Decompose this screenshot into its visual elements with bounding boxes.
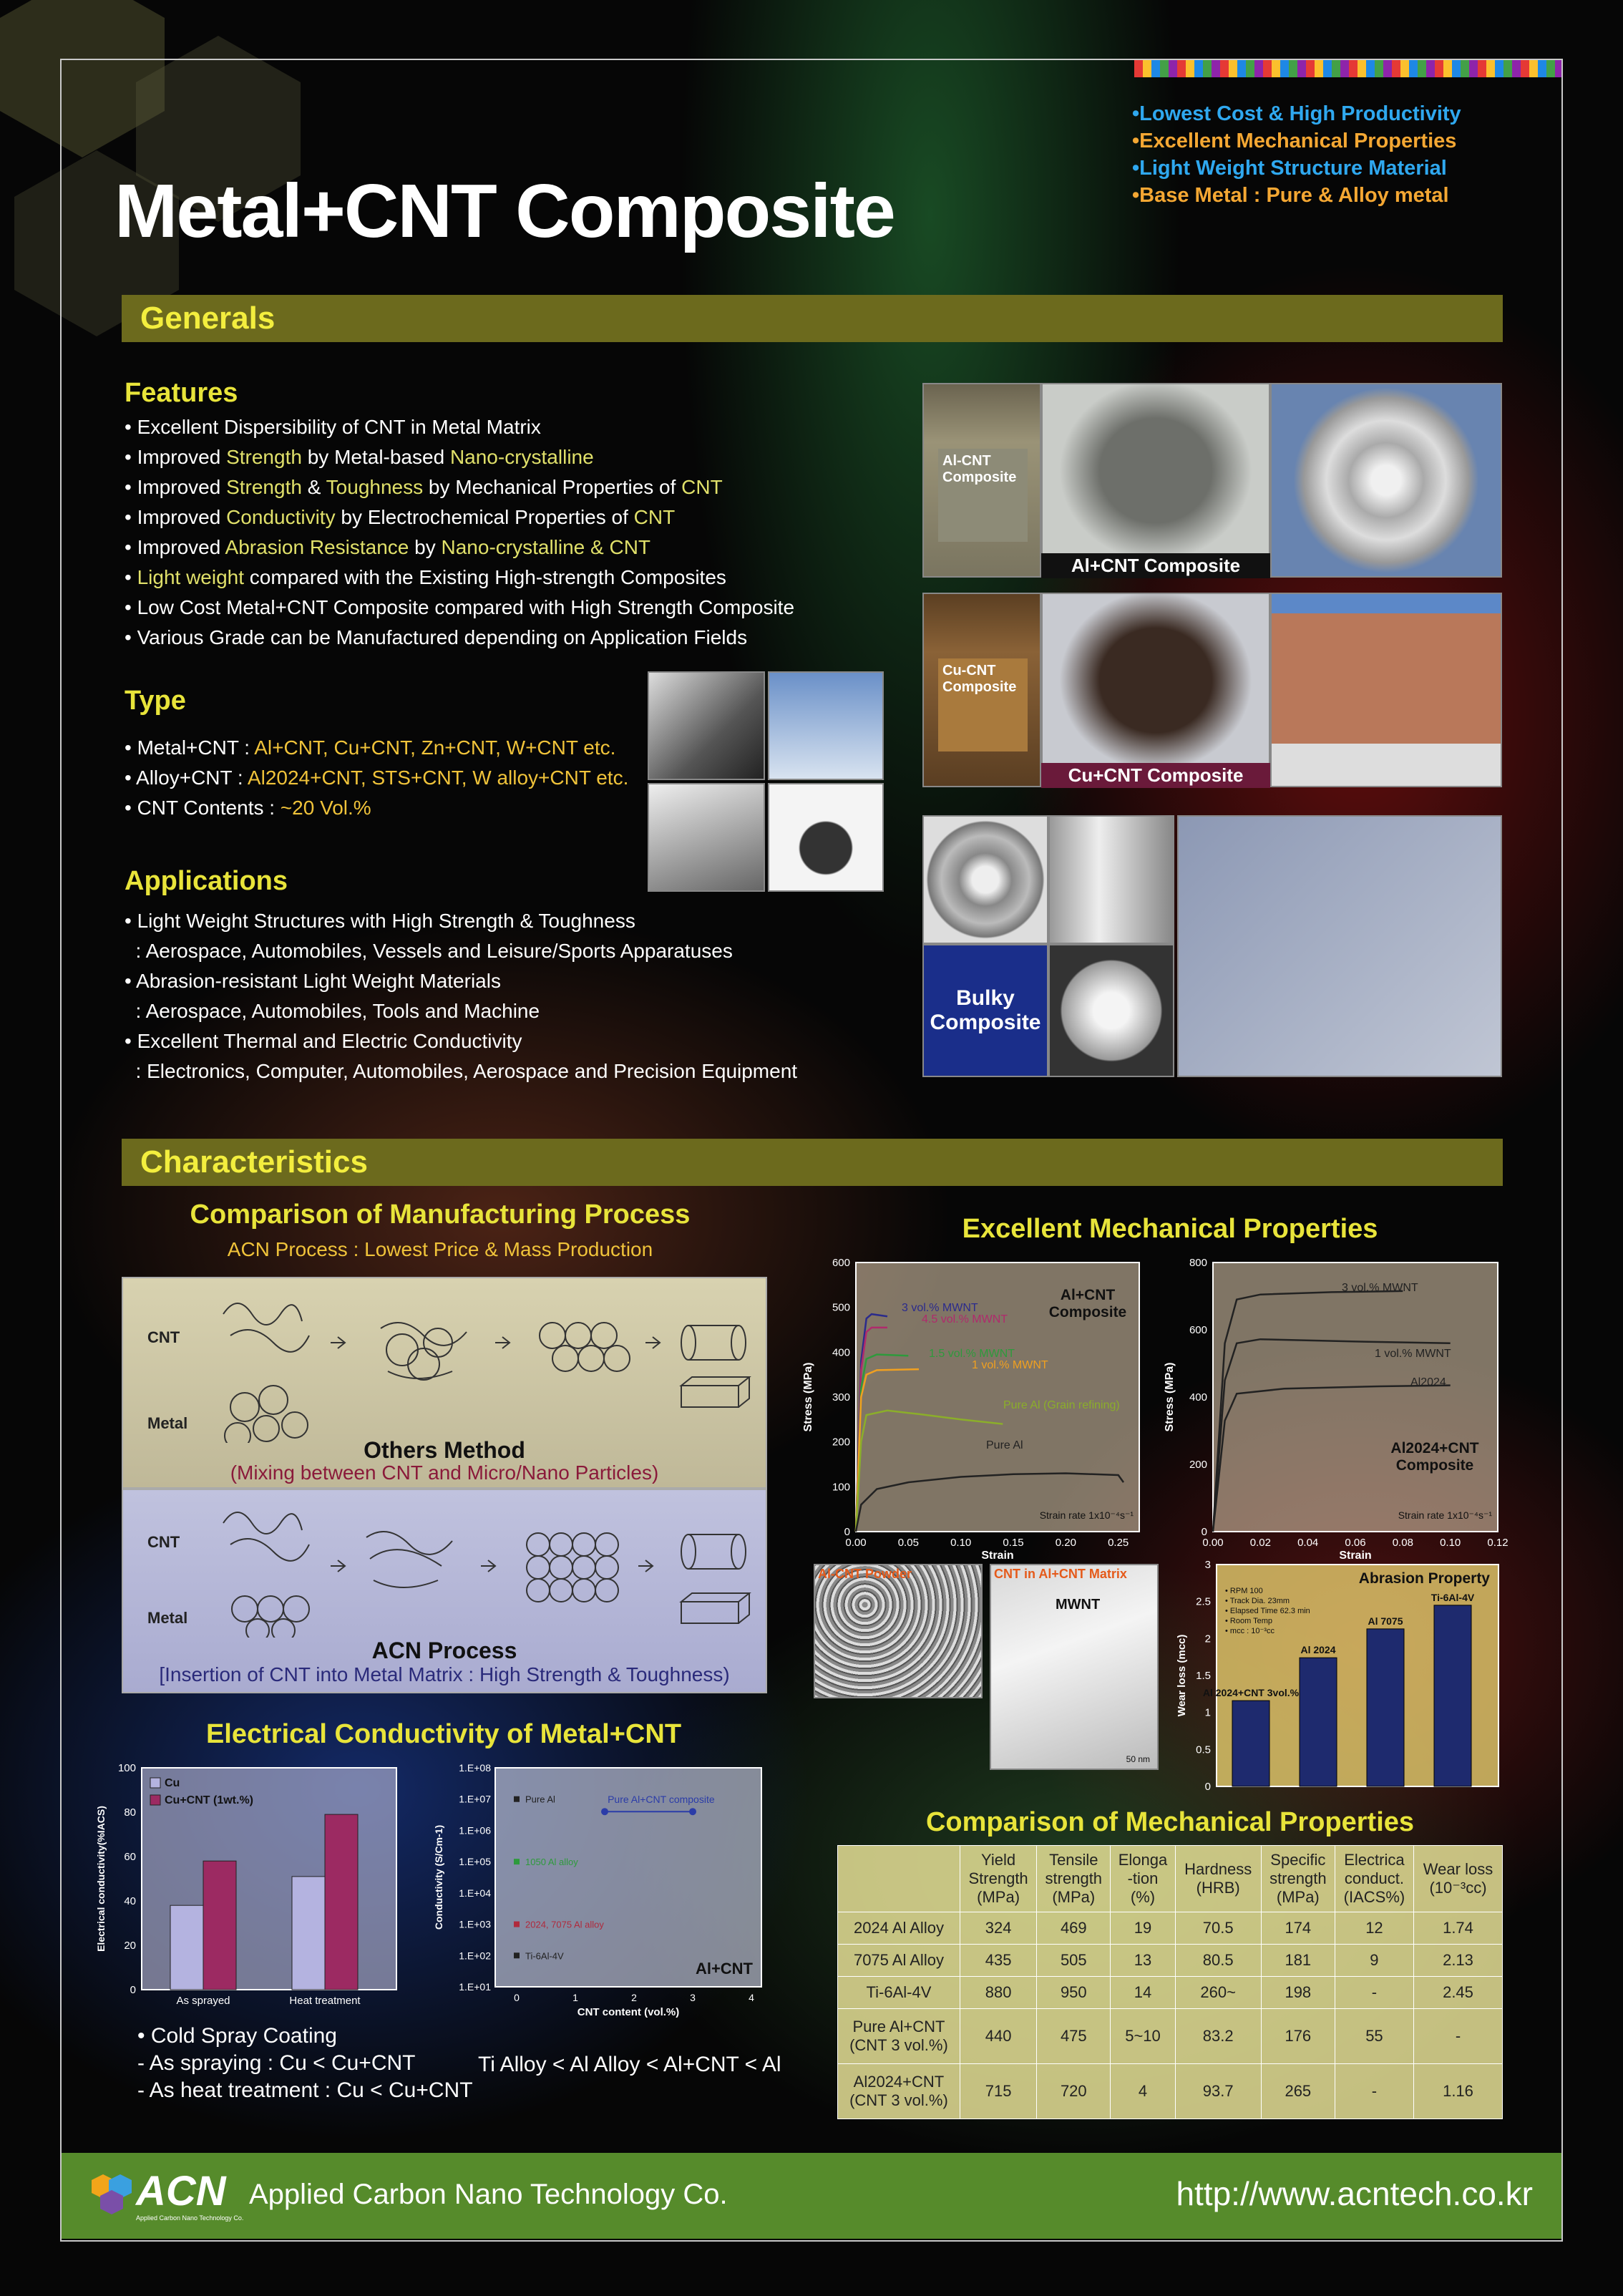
y-tick-label: 0	[1201, 1526, 1207, 1538]
table-header: Hardness (HRB)	[1175, 1846, 1261, 1912]
page-title: Metal+CNT Composite	[114, 169, 895, 253]
others-method-title: Others Method	[364, 1437, 525, 1463]
disk-photo	[1048, 944, 1174, 1077]
type-item	[125, 733, 628, 763]
x-tick-label: 0.00	[1202, 1537, 1224, 1549]
type-list	[125, 733, 628, 823]
feature-item	[125, 502, 794, 532]
al-cnt-jar-photo	[922, 383, 1041, 578]
type-heading: Type	[125, 686, 186, 716]
y-tick-label: 600	[832, 1257, 850, 1269]
y-tick-label: 1.E+06	[459, 1824, 491, 1837]
acn-logo-subtext: Applied Carbon Nano Technology Co.	[136, 2214, 244, 2222]
y-tick-label: 200	[1189, 1459, 1207, 1471]
feature-text: by Electrochemical Properties of	[335, 506, 634, 528]
y-tick-label: 0	[844, 1526, 850, 1538]
website-link[interactable]: http://www.acntech.co.kr	[1176, 2175, 1533, 2212]
bar	[203, 1861, 236, 1990]
x-tick-label: 0.10	[1440, 1537, 1461, 1549]
others-method-subtitle: (Mixing between CNT and Micro/Nano Particles)	[230, 1461, 659, 1484]
metal-label: Metal	[147, 1414, 188, 1432]
process-diagram	[195, 1285, 753, 1443]
cu-jar-label: Cu-CNT Composite	[938, 658, 1028, 751]
strain-rate-note: Strain rate 1x10⁻⁴s⁻¹	[1039, 1509, 1134, 1521]
y-tick-label: 600	[1189, 1324, 1207, 1336]
al2024-stress-chart	[1163, 1252, 1514, 1560]
x-tick-label: 0.08	[1392, 1537, 1413, 1549]
metal-label: Metal	[147, 1609, 188, 1627]
type-text: Al2024+CNT, STS+CNT, W alloy+CNT etc.	[247, 767, 629, 789]
cnt-label: CNT	[147, 1533, 180, 1551]
y-tick-label: 100	[832, 1481, 850, 1494]
x-tick-label: 0.25	[1108, 1537, 1129, 1549]
y-tick-label: 60	[124, 1851, 136, 1863]
feature-text: • Various Grade can be Manufactured depending on Application Fields	[125, 626, 748, 648]
y-tick-label: 1.E+07	[459, 1793, 491, 1805]
data-point-label: 1050 Al alloy	[525, 1857, 578, 1868]
cu-composite-caption: Cu+CNT Composite	[1041, 763, 1270, 788]
y-tick-label: 3	[1204, 1559, 1211, 1571]
feature-text: by	[409, 536, 442, 558]
al-powder-photo	[1041, 383, 1270, 578]
feature-text: Nano-crystalline	[449, 446, 594, 468]
type-text: Al+CNT, Cu+CNT, Zn+CNT, W+CNT etc.	[254, 736, 616, 759]
y-tick-label: 80	[124, 1806, 136, 1819]
footer	[62, 2153, 1561, 2239]
x-tick-label: 0.15	[1003, 1537, 1024, 1549]
application-item: : Aerospace, Automobiles, Tools and Machine	[125, 1000, 540, 1022]
powder-sem-label: Al-CNT Powder	[818, 1567, 912, 1581]
table-cell: 265	[1261, 2064, 1335, 2119]
series-label: Pure Al (Grain refining)	[1003, 1399, 1120, 1411]
type-text: • Alloy+CNT :	[125, 767, 248, 789]
table-cell: 715	[960, 2064, 1036, 2119]
table-cell: 440	[960, 2009, 1036, 2064]
table-cell: 469	[1037, 1912, 1111, 1945]
x-tick-label: Heat treatment	[289, 1995, 361, 2007]
bulky-label-box	[922, 944, 1048, 1077]
feature-text: • Low Cost Metal+CNT Composite compared with High Strength Composite	[125, 596, 795, 618]
bar	[1232, 1701, 1269, 1786]
y-tick-label: 1	[1204, 1706, 1211, 1719]
feature-text: by Mechanical Properties of	[423, 476, 682, 498]
cu-powder-photo	[1041, 593, 1270, 787]
x-tick-label: 0.20	[1055, 1537, 1076, 1549]
features-list	[125, 412, 794, 653]
y-axis-label: Stress (MPa)	[1164, 1362, 1176, 1432]
feature-item	[125, 412, 794, 442]
bar-label: Al 2024	[1300, 1644, 1336, 1656]
table-cell: 93.7	[1175, 2064, 1261, 2119]
table-row	[838, 1912, 1503, 1945]
plot-area	[1213, 1263, 1498, 1532]
y-tick-label: 1.E+08	[459, 1762, 491, 1774]
table-cell: 4	[1111, 2064, 1175, 2119]
features-heading: Features	[125, 378, 238, 408]
feature-text: by Metal-based	[301, 446, 450, 468]
x-tick-label: 0	[514, 1992, 520, 2003]
feature-text: Conductivity	[226, 506, 336, 528]
x-axis-label: Strain	[981, 1550, 1014, 1560]
y-axis-label: Conductivity (S/Cm-1)	[433, 1824, 444, 1930]
scale-bar: 50 nm	[1126, 1754, 1150, 1764]
legend-label: Cu	[165, 1777, 180, 1789]
feature-text: &	[301, 476, 326, 498]
electrical-title: Electrical Conductivity of Metal+CNT	[205, 1719, 682, 1749]
data-point	[601, 1808, 608, 1815]
series-label: 1.5 vol.% MWNT	[929, 1348, 1015, 1360]
y-axis-label: Stress (MPa)	[802, 1362, 814, 1432]
table-cell: 13	[1111, 1945, 1175, 1977]
table-cell: 7075 Al Alloy	[838, 1945, 960, 1977]
x-tick-label: 3	[690, 1992, 696, 2003]
data-point-label: Pure Al	[525, 1794, 555, 1805]
x-tick-label: 2	[631, 1992, 637, 2003]
bar-label: Al 7075	[1368, 1615, 1403, 1627]
data-point-label: 2024, 7075 Al alloy	[525, 1919, 604, 1930]
table-cell: 950	[1037, 1977, 1111, 2009]
data-point	[514, 1796, 520, 1802]
feature-text: • Improved	[125, 536, 225, 558]
feature-text: • Improved	[125, 476, 227, 498]
y-tick-label: 2	[1204, 1633, 1211, 1645]
bar	[325, 1814, 358, 1990]
table-header: Specific strength (MPa)	[1261, 1846, 1335, 1912]
x-tick-label: 0.00	[845, 1537, 867, 1549]
chart-title: Al2024+CNT	[1390, 1440, 1479, 1456]
feature-text: • Improved	[125, 446, 227, 468]
acn-process-panel	[122, 1489, 767, 1693]
mechanical-title: Excellent Mechanical Properties	[962, 1214, 1378, 1244]
cold-spray-notes	[137, 2023, 473, 2104]
tem-label: CNT in Al+CNT Matrix	[994, 1567, 1127, 1581]
table-cell: Ti-6Al-4V	[838, 1977, 960, 2009]
feature-text: • Excellent Dispersibility of CNT in Metal Matrix	[125, 416, 541, 438]
table-header: Wear loss (10⁻³cc)	[1414, 1846, 1503, 1912]
series-label: Pure Al	[986, 1439, 1023, 1451]
cold-spray-line: - As spraying : Cu < Cu+CNT	[137, 2051, 416, 2075]
boat-photo	[648, 783, 765, 892]
table-cell: 720	[1037, 2064, 1111, 2119]
legend-swatch	[150, 1795, 160, 1805]
test-condition-note: • Track Dia. 23mm	[1225, 1597, 1290, 1605]
table-cell: 9	[1335, 1945, 1413, 1977]
y-axis-label: Electrical conductivity(%IACS)	[95, 1806, 107, 1952]
table-cell: 70.5	[1175, 1912, 1261, 1945]
legend-swatch	[150, 1778, 160, 1788]
bulky-label: Bulky Composite	[930, 986, 1041, 1034]
table-cell: 14	[1111, 1977, 1175, 2009]
data-point	[514, 1859, 520, 1864]
feature-text: Strength	[226, 476, 302, 498]
y-axis-label: Wear loss (mcc)	[1176, 1634, 1188, 1717]
feature-item	[125, 623, 794, 653]
x-tick-label: 0.12	[1487, 1537, 1509, 1549]
data-point	[514, 1952, 520, 1958]
application-item: : Aerospace, Automobiles, Vessels and Leisure/Sports Apparatuses	[125, 940, 733, 962]
feature-item	[125, 532, 794, 563]
table-cell: -	[1414, 2009, 1503, 2064]
y-tick-label: 1.E+03	[459, 1918, 491, 1930]
table-row	[838, 1945, 1503, 1977]
characteristics-heading: Characteristics	[140, 1144, 368, 1179]
table-cell: -	[1335, 2064, 1413, 2119]
series-label: Pure Al+CNT composite	[608, 1794, 715, 1806]
x-tick-label: 0.10	[950, 1537, 972, 1549]
top-bullet: •Base Metal : Pure & Alloy metal	[1132, 184, 1449, 207]
table-cell: 475	[1037, 2009, 1111, 2064]
application-item: • Light Weight Structures with High Strength & Toughness	[125, 910, 635, 932]
table-cell: 181	[1261, 1945, 1335, 1977]
bar	[1367, 1629, 1404, 1786]
type-text: • CNT Contents :	[125, 797, 281, 819]
table-header: Tensile strength (MPa)	[1037, 1846, 1111, 1912]
feature-text: Toughness	[326, 476, 424, 498]
test-condition-note: • RPM 100	[1225, 1587, 1263, 1595]
table-row	[838, 1977, 1503, 2009]
acn-process-subtitle: [Insertion of CNT into Metal Matrix : High Strength & Toughness)	[159, 1663, 730, 1685]
table-cell: 1.16	[1414, 2064, 1503, 2119]
y-tick-label: 100	[117, 1762, 136, 1774]
cu-conductivity-chart	[93, 1753, 415, 2018]
al-disk-photo	[1270, 383, 1502, 578]
process-title: Comparison of Manufacturing Process	[190, 1200, 691, 1230]
cu-plate-photo	[1270, 593, 1502, 787]
x-tick-label: 4	[749, 1992, 754, 2003]
table-cell: 324	[960, 1912, 1036, 1945]
table-cell: 176	[1261, 2009, 1335, 2064]
feature-item	[125, 563, 794, 593]
table-header: Yield Strength (MPa)	[960, 1846, 1036, 1912]
y-tick-label: 1.E+01	[459, 1981, 491, 1993]
generals-bar	[122, 295, 1503, 342]
process-diagram	[195, 1494, 753, 1638]
process-subtitle: ACN Process : Lowest Price & Mass Production	[227, 1238, 653, 1260]
rocket-photo	[648, 671, 765, 780]
company-name: Applied Carbon Nano Technology Co.	[249, 2179, 728, 2210]
feature-text: compared with the Existing High-strength Composites	[244, 566, 726, 588]
table-cell: 2024 Al Alloy	[838, 1912, 960, 1945]
feature-text: •	[125, 566, 137, 588]
generals-heading: Generals	[140, 301, 276, 336]
table-row	[838, 2009, 1503, 2064]
x-tick-label: 0.06	[1345, 1537, 1366, 1549]
feature-text: CNT	[681, 476, 723, 498]
data-point	[514, 1922, 520, 1927]
bar-label: Ti-6Al-4V	[1431, 1591, 1475, 1603]
tem-photo	[990, 1564, 1159, 1770]
test-condition-note: • Room Temp	[1225, 1617, 1273, 1625]
legend-label: Cu+CNT (1wt.%)	[165, 1794, 253, 1806]
series-label: 1 vol.% MWNT	[972, 1359, 1048, 1371]
y-tick-label: 200	[832, 1436, 850, 1449]
table-title: Comparison of Mechanical Properties	[925, 1807, 1415, 1837]
samples-photo	[1177, 815, 1502, 1077]
x-tick-label: As sprayed	[176, 1995, 230, 2007]
bar	[1434, 1605, 1471, 1786]
type-item	[125, 793, 628, 823]
series-label: 3 vol.% MWNT	[902, 1302, 978, 1314]
table-header: Electrica conduct. (IACS%)	[1335, 1846, 1413, 1912]
table-cell: 198	[1261, 1977, 1335, 2009]
cold-spray-line: • Cold Spray Coating	[137, 2024, 337, 2048]
chart-title: Abrasion Property	[1358, 1570, 1490, 1587]
application-item: • Excellent Thermal and Electric Conductivity	[125, 1030, 522, 1052]
table-cell: 2.45	[1414, 1977, 1503, 2009]
table-cell: 19	[1111, 1912, 1175, 1945]
al-jar-label: Al-CNT Composite	[938, 449, 1028, 542]
table-cell: Pure Al+CNT (CNT 3 vol.%)	[838, 2009, 960, 2064]
cnt-label: CNT	[147, 1328, 180, 1346]
bar	[292, 1877, 325, 1990]
series-label: 4.5 vol.% MWNT	[922, 1313, 1008, 1325]
feature-text: • Improved	[125, 506, 227, 528]
table-cell: 83.2	[1175, 2009, 1261, 2064]
type-text: ~20 Vol.%	[280, 797, 371, 819]
table-cell: 260~	[1175, 1977, 1261, 2009]
strain-rate-note: Strain rate 1x10⁻⁴s⁻¹	[1398, 1509, 1492, 1521]
x-tick-label: 0.02	[1249, 1537, 1271, 1549]
al-composite-caption: Al+CNT Composite	[1041, 553, 1270, 578]
y-tick-label: 500	[832, 1301, 850, 1314]
series-label: Al2024	[1410, 1376, 1446, 1388]
series-label: 1 vol.% MWNT	[1375, 1348, 1451, 1360]
table-header: Elonga -tion (%)	[1111, 1846, 1175, 1912]
data-point-label: Ti-6Al-4V	[525, 1950, 564, 1962]
x-axis-label: Strain	[1339, 1550, 1372, 1560]
mechanical-table	[837, 1845, 1503, 2119]
feature-text: Strength	[226, 446, 302, 468]
feature-text: CNT	[633, 506, 676, 528]
ti-alloy-note: Ti Alloy < Al Alloy < Al+CNT < Al	[478, 2053, 781, 2076]
feature-item	[125, 593, 794, 623]
table-cell: 1.74	[1414, 1912, 1503, 1945]
application-item: • Abrasion-resistant Light Weight Materials	[125, 970, 501, 992]
acn-logo-icon	[89, 2171, 135, 2217]
mwnt-label: MWNT	[1056, 1597, 1101, 1612]
acn-logo-text: ACN	[136, 2168, 226, 2214]
feature-item	[125, 442, 794, 472]
jet-photo	[768, 671, 884, 780]
feature-text: Nano-crystalline & CNT	[441, 536, 651, 558]
y-tick-label: 20	[124, 1940, 136, 1952]
y-tick-label: 0	[1204, 1781, 1211, 1793]
feature-text: Light weight	[137, 566, 245, 588]
cold-spray-line: - As heat treatment : Cu < Cu+CNT	[137, 2078, 473, 2102]
acn-process-title: ACN Process	[371, 1638, 517, 1663]
y-tick-label: 300	[832, 1391, 850, 1404]
x-tick-label: 0.05	[897, 1537, 919, 1549]
x-axis-label: CNT content (vol.%)	[577, 2006, 680, 2018]
feature-text: Abrasion Resistance	[225, 536, 409, 558]
bar-label: Al 2024+CNT 3vol.%	[1202, 1687, 1300, 1699]
y-tick-label: 1.5	[1196, 1670, 1211, 1682]
y-tick-label: 0.5	[1196, 1743, 1211, 1756]
application-item: : Electronics, Computer, Automobiles, Aerospace and Precision Equipment	[125, 1060, 798, 1082]
characteristics-bar	[122, 1139, 1503, 1186]
chart-title: Al+CNT	[695, 1960, 753, 1978]
bar	[170, 1905, 203, 1990]
table-cell: 80.5	[1175, 1945, 1261, 1977]
others-method-panel	[122, 1277, 767, 1489]
table-cell: 880	[960, 1977, 1036, 2009]
cylinder-photo	[1048, 815, 1174, 944]
y-tick-label: 2.5	[1196, 1595, 1211, 1608]
table-header-row	[838, 1846, 1503, 1912]
test-condition-note: • Elapsed Time 62.3 min	[1225, 1607, 1310, 1615]
y-tick-label: 1.E+04	[459, 1887, 491, 1899]
y-tick-label: 0	[130, 1984, 136, 1996]
type-item	[125, 763, 628, 793]
gear-photo	[922, 815, 1048, 944]
applications-list	[125, 906, 797, 1086]
chart-title: Composite	[1395, 1457, 1474, 1474]
x-tick-label: 1	[572, 1992, 578, 2003]
powder-sem-photo	[814, 1564, 983, 1698]
applications-heading: Applications	[125, 866, 288, 896]
y-tick-label: 40	[124, 1895, 136, 1907]
table-cell: 12	[1335, 1912, 1413, 1945]
type-text: • Metal+CNT :	[125, 736, 255, 759]
abrasion-chart	[1174, 1559, 1510, 1795]
y-tick-label: 800	[1189, 1257, 1207, 1269]
chart-title: Composite	[1048, 1304, 1127, 1320]
al-cnt-stress-chart	[801, 1252, 1159, 1560]
feature-item	[125, 472, 794, 502]
y-tick-label: 400	[832, 1346, 850, 1359]
table-cell: -	[1335, 1977, 1413, 2009]
chart-title: Al+CNT	[1060, 1287, 1116, 1303]
table-row	[838, 2064, 1503, 2119]
series-label: 3 vol.% MWNT	[1342, 1282, 1418, 1294]
top-bullet: •Lowest Cost & High Productivity	[1132, 102, 1461, 125]
test-condition-note: • mcc : 10⁻³cc	[1225, 1627, 1274, 1635]
y-tick-label: 400	[1189, 1391, 1207, 1404]
table-cell: 505	[1037, 1945, 1111, 1977]
top-bullet: •Excellent Mechanical Properties	[1132, 130, 1457, 152]
y-tick-label: 1.E+05	[459, 1856, 491, 1868]
table-cell: 2.13	[1414, 1945, 1503, 1977]
top-bullet: •Light Weight Structure Material	[1132, 157, 1447, 180]
data-point	[689, 1808, 696, 1815]
table-header	[838, 1846, 960, 1912]
cu-cnt-jar-photo	[922, 593, 1041, 787]
bar	[1300, 1658, 1337, 1786]
table-cell: Al2024+CNT (CNT 3 vol.%)	[838, 2064, 960, 2119]
table-cell: 55	[1335, 2009, 1413, 2064]
top-bullets	[1132, 100, 1461, 209]
table-cell: 174	[1261, 1912, 1335, 1945]
table-cell: 435	[960, 1945, 1036, 1977]
y-tick-label: 1.E+02	[459, 1950, 491, 1962]
al-conductivity-chart	[429, 1753, 773, 2025]
motorcycle-photo	[768, 783, 884, 892]
color-stripe	[1134, 60, 1561, 77]
x-tick-label: 0.04	[1297, 1537, 1319, 1549]
table-cell: 5~10	[1111, 2009, 1175, 2064]
